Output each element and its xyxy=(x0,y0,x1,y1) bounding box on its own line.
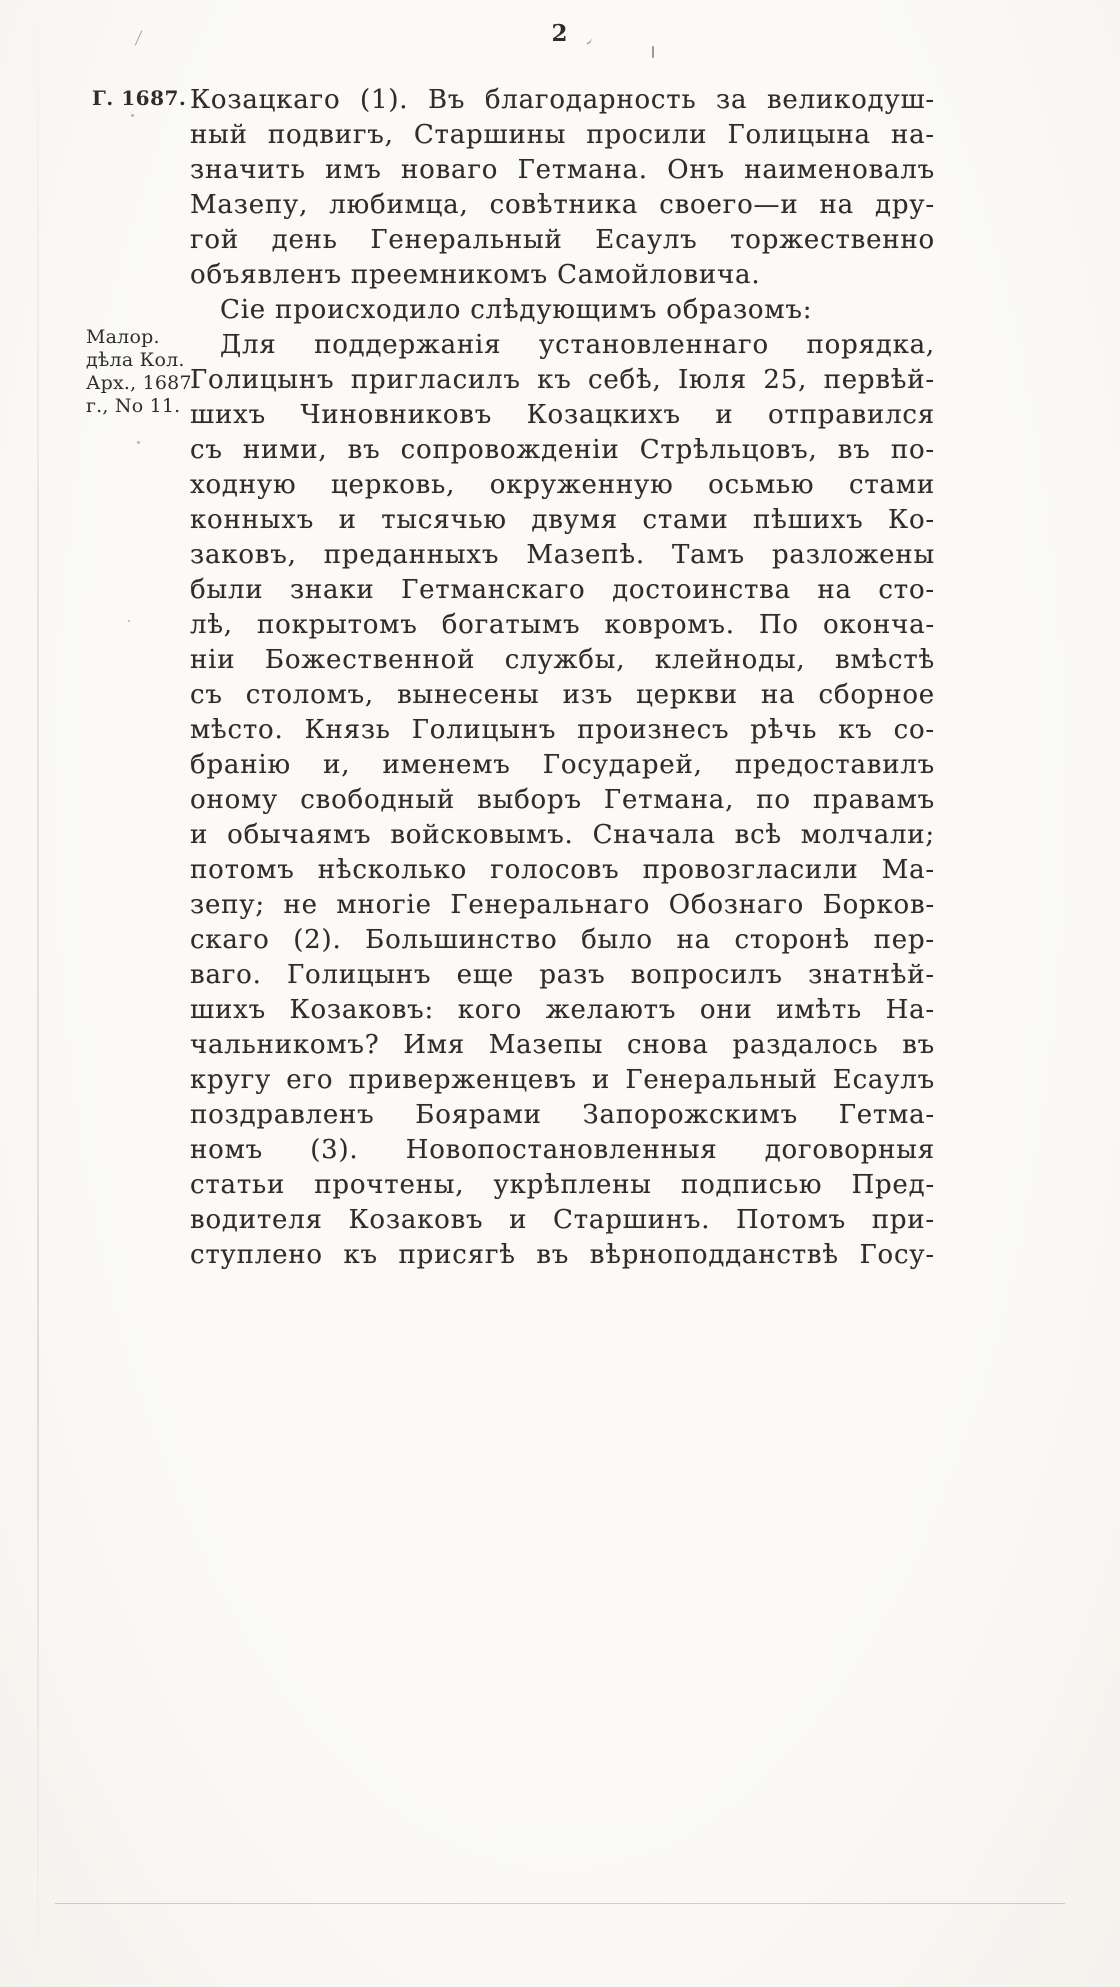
text-line: ваго. Голицынъ еще разъ вопросилъ знатнѣй- xyxy=(190,960,935,990)
scan-edge-left xyxy=(37,0,39,1987)
scan-artifact xyxy=(652,46,654,58)
text-line: заковъ, преданныхъ Мазепѣ. Тамъ разложены xyxy=(190,540,935,570)
margin-source-note-line: Арх., 1687 xyxy=(86,372,192,394)
text-line: Мазепу, любимца, совѣтника своего—и на дру- xyxy=(190,190,935,220)
text-line: ступлено къ присягѣ въ вѣрноподданствѣ Госу- xyxy=(190,1240,935,1270)
text-line: зепу; не многіе Генеральнаго Обознаго Борков- xyxy=(190,890,935,920)
text-line: мѣсто. Князь Голицынъ произнесъ рѣчь къ со- xyxy=(190,715,935,745)
text-line: объявленъ преемникомъ Самойловича. xyxy=(190,260,761,290)
text-line: бранію и, именемъ Государей, предоставилъ xyxy=(190,750,935,780)
text-line: кругу его приверженцевъ и Генеральный Есаулъ xyxy=(190,1065,935,1095)
text-line: Для поддержанія установленнаго порядка, xyxy=(220,330,935,360)
text-line: гой день Генеральный Есаулъ торжественно xyxy=(190,225,935,255)
scan-artifact xyxy=(137,441,140,444)
text-line: съ столомъ, вынесены изъ церкви на сборное xyxy=(190,680,935,710)
margin-source-note-line: дѣла Кол. xyxy=(86,349,185,371)
text-line: значить имъ новаго Гетмана. Онъ наименовалъ xyxy=(190,155,935,185)
text-line: поздравленъ Боярами Запорожскимъ Гетма- xyxy=(190,1100,935,1130)
text-line: потомъ нѣсколько голосовъ провозгласили Ма- xyxy=(190,855,935,885)
text-line: Сіе происходило слѣдующимъ образомъ: xyxy=(220,295,813,325)
text-line: Козацкаго (1). Въ благодарность за великодуш- xyxy=(190,85,935,115)
text-line: водителя Козаковъ и Старшинъ. Потомъ при- xyxy=(190,1205,935,1235)
text-line: съ ними, въ сопровожденіи Стрѣльцовъ, въ по- xyxy=(190,435,935,465)
text-line: ходную церковь, окруженную осьмью стами xyxy=(190,470,935,500)
margin-year-note: Г. 1687. xyxy=(92,86,187,110)
text-line: ный подвигъ, Старшины просили Голицына на- xyxy=(190,120,935,150)
paragraph xyxy=(190,328,935,1273)
text-line: чальникомъ? Имя Мазепы снова раздалось въ xyxy=(190,1030,935,1060)
page-number: 2 xyxy=(551,20,569,47)
margin-source-note-line: Малор. xyxy=(86,326,160,348)
text-line: и обычаямъ войсковымъ. Сначала всѣ молчали; xyxy=(190,820,935,850)
text-line: номъ (3). Новопостановленныя договорныя xyxy=(190,1135,935,1165)
paragraph xyxy=(190,83,935,293)
text-line: лѣ, покрытомъ богатымъ ковромъ. По оконча- xyxy=(190,610,935,640)
text-line: были знаки Гетманскаго достоинства на сто- xyxy=(190,575,935,605)
paragraph xyxy=(190,293,935,328)
scan-edge-bottom xyxy=(55,1903,1065,1904)
text-line: шихъ Козаковъ: кого желаютъ они имѣть На- xyxy=(190,995,935,1025)
text-line: Голицынъ пригласилъ къ себѣ, Іюля 25, первѣй- xyxy=(190,365,935,395)
text-line: ніи Божественной службы, клейноды, вмѣстѣ xyxy=(190,645,935,675)
text-line: шихъ Чиновниковъ Козацкихъ и отправился xyxy=(190,400,935,430)
text-line: скаго (2). Большинство было на сторонѣ пер- xyxy=(190,925,935,955)
text-line: статьи прочтены, укрѣплены подписью Пред- xyxy=(190,1170,935,1200)
text-block xyxy=(190,83,935,1273)
scan-artifact xyxy=(131,114,134,117)
text-line: конныхъ и тысячью двумя стами пѣшихъ Ко- xyxy=(190,505,935,535)
margin-source-note-line: г., No 11. xyxy=(86,395,181,417)
text-line: оному свободный выборъ Гетмана, по правамъ xyxy=(190,785,935,815)
scan-artifact xyxy=(128,620,130,622)
margin-source-note xyxy=(86,326,198,418)
